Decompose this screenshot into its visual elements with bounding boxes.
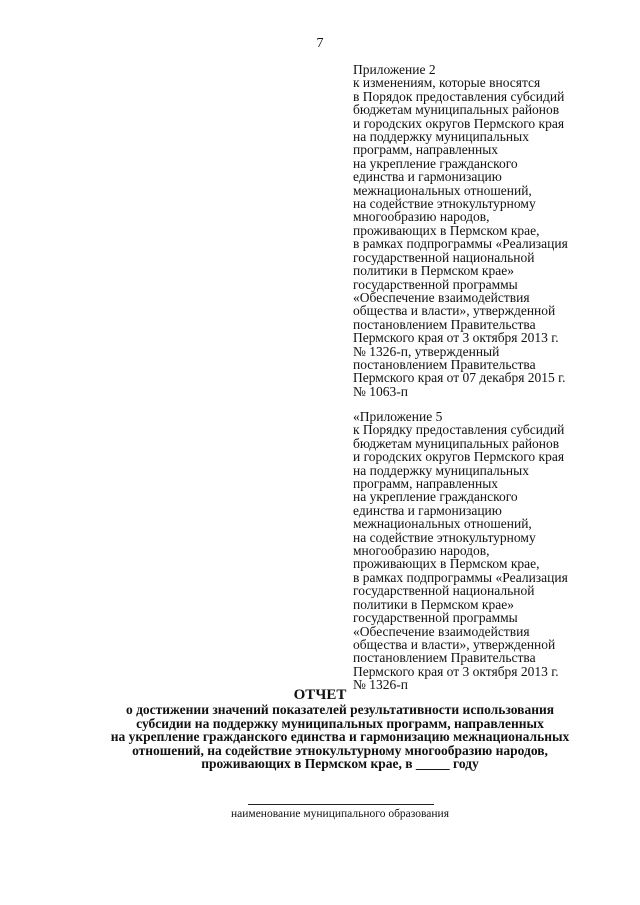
signature-line (248, 804, 434, 805)
appendix-2-line: на содействие этнокультурному (353, 196, 536, 212)
report-subtitle-line: субсидии на поддержку муниципальных программ, направленных (136, 715, 544, 731)
appendix-5-line: государственной национальной (353, 583, 535, 599)
appendix-2-line: в Порядок предоставления субсидий (353, 88, 565, 104)
appendix-5-line: № 1326-п (353, 677, 408, 693)
page-number: 7 (316, 36, 324, 51)
appendix-2-line: постановлением Правительства (353, 316, 536, 332)
appendix-2-line: на поддержку муниципальных (353, 129, 529, 145)
appendix-5-line: многообразию народов, (353, 543, 490, 559)
appendix-2-line: «Обеспечение взаимодействия (353, 289, 530, 305)
report-subtitle-line: отношений, на содействие этнокультурному многообразию народов, (132, 742, 548, 758)
appendix-5-line: на укрепление гражданского (353, 489, 518, 505)
appendix-2-line: проживающих в Пермском крае, (353, 222, 540, 238)
appendix-5-line: бюджетам муниципальных районов (353, 435, 560, 451)
appendix-2-line: единства и гармонизацию (353, 169, 502, 185)
appendix-2-line: общества и власти», утвержденной (353, 303, 556, 319)
appendix-5-line: на поддержку муниципальных (353, 462, 529, 478)
appendix-5-line: на содействие этнокультурному (353, 529, 536, 545)
signature-caption: наименование муниципального образования (231, 808, 449, 820)
appendix-2-line: на укрепление гражданского (353, 155, 518, 171)
report-subtitle-line: проживающих в Пермском крае, в _____ году (201, 756, 479, 772)
appendix-2-line: Пермского края от 3 октября 2013 г. (353, 330, 559, 346)
appendix-2-line: Пермского края от 07 декабря 2015 г. (353, 370, 566, 386)
appendix-2-line: к изменениям, которые вносятся (353, 75, 541, 91)
appendix-5-line: Пермского края от 3 октября 2013 г. (353, 663, 559, 679)
appendix-5-line: единства и гармонизацию (353, 502, 502, 518)
appendix-5-line: общества и власти», утвержденной (353, 636, 556, 652)
appendix-2-line: многообразию народов, (353, 209, 490, 225)
appendix-5-line: «Обеспечение взаимодействия (353, 623, 530, 639)
appendix-5-line: проживающих в Пермском крае, (353, 556, 540, 572)
appendix-5-line: программ, направленных (353, 476, 499, 492)
report-subtitle (40, 703, 640, 771)
appendix-2-line: межнациональных отношений, (353, 182, 532, 198)
report-subtitle-line: о достижении значений показателей результативности использования (125, 702, 555, 717)
report-title: ОТЧЕТ (293, 687, 347, 703)
appendix-2-line: политики в Пермском крае» (353, 263, 514, 279)
appendix-2-line: государственной программы (353, 276, 518, 292)
appendix-2-line: Приложение 2 (353, 62, 436, 77)
appendix-2-line: и городских округов Пермского края (353, 115, 565, 131)
appendix-2-line: № 1063-п (353, 383, 408, 399)
appendix-2-line: государственной национальной (353, 249, 535, 265)
appendix-5-line: в рамках подпрограммы «Реализация (353, 569, 568, 585)
appendix-2-line: бюджетам муниципальных районов (353, 102, 560, 118)
appendix-5-header (353, 410, 623, 692)
appendix-5-line: политики в Пермском крае» (353, 596, 514, 612)
appendix-5-line: к Порядку предоставления субсидий (353, 422, 565, 438)
report-subtitle-line: на укрепление гражданского единства и гармонизацию межнациональных (110, 729, 570, 745)
appendix-5-line: «Приложение 5 (353, 409, 443, 424)
appendix-5-line: межнациональных отношений, (353, 516, 532, 532)
appendix-2-header (353, 63, 623, 398)
appendix-5-line: постановлением Правительства (353, 650, 536, 666)
appendix-2-line: в рамках подпрограммы «Реализация (353, 236, 568, 252)
appendix-2-line: постановлением Правительства (353, 356, 536, 372)
appendix-2-line: программ, направленных (353, 142, 499, 158)
appendix-5-line: государственной программы (353, 610, 518, 626)
appendix-2-line: № 1326-п, утвержденный (353, 343, 500, 359)
appendix-5-line: и городских округов Пермского края (353, 449, 565, 465)
